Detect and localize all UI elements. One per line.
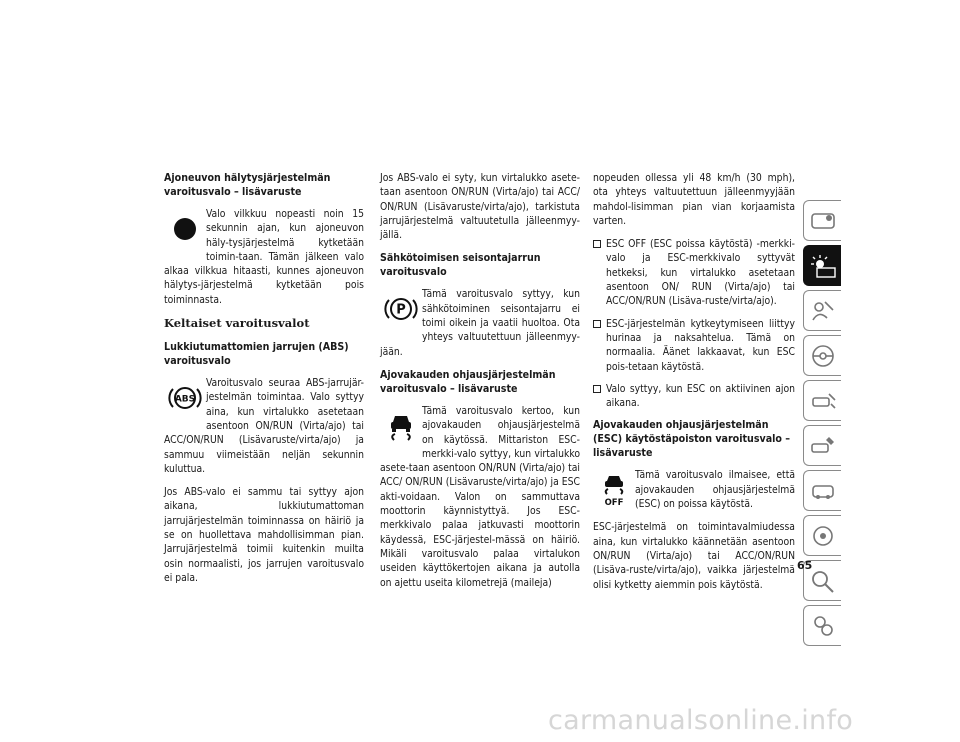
paragraph-epb: Tämä varoitusvalo syttyy, kun sähkötoiminen seisontajarru ei toimi oikein ja vaatii huoltoa. Ota yhteys valtuutettuun jälleenmyy-jään. — [380, 288, 580, 358]
page-number: 65 — [797, 559, 813, 572]
esc-icon — [380, 404, 422, 448]
chapter-tabs — [803, 200, 841, 650]
svg-text:P: P — [396, 302, 406, 318]
heading-esc-off: Ajovakauden ohjausjärjestelmän (ESC) käytöstäpoiston varoitusvalo – lisävaruste — [593, 419, 791, 460]
paragraph-abs-1: Varoitusvalo seuraa ABS-jarrujär-jestelmän toimintaa. Valo syttyy aina, kun virtalukko asetetaan asentoon ON/RUN (Virta/ajo) tai ACC/ON/RUN (Lisävaruste/virta/ajo) ja sammuu viimeistään neljän sekunnin kuluttua. — [164, 377, 364, 475]
heading-alarm-light: Ajoneuvon hälytysjärjestelmän varoitusvalo – lisävaruste — [164, 172, 331, 198]
language-icon[interactable] — [803, 605, 841, 646]
wrench-car-icon[interactable] — [803, 470, 841, 511]
paragraph-alarm: Valo vilkkuu nopeasti noin 15 sekunnin ajan, kun ajoneuvon häly-tysjärjestelmä kytketään toimin-taan. Tämän jälkeen valo alkaa vilkkua hitaasti, kunnes ajoneuvon hälytys-järjestelmä kytketään pois toiminnasta. — [164, 208, 364, 306]
checkbox-bullet-icon — [593, 240, 601, 248]
heading-yellow-lights: Keltaiset varoitusvalot — [164, 316, 310, 331]
column-right — [593, 171, 795, 601]
checkbox-bullet-icon — [593, 320, 601, 328]
esc-off-icon — [593, 468, 635, 512]
paragraph-esc-off: Tämä varoitusvalo ilmaisee, että ajovakauden ohjausjärjestelmä (ESC) on poissa käytöstä. — [635, 469, 795, 511]
service-icon[interactable] — [803, 425, 841, 466]
dashboard-light-icon[interactable] — [803, 245, 841, 286]
crash-icon[interactable] — [803, 380, 841, 421]
steering-wheel-icon[interactable] — [803, 335, 841, 376]
column-middle — [380, 171, 580, 599]
svg-text:ABS: ABS — [174, 394, 196, 405]
safety-icon[interactable] — [803, 290, 841, 331]
column-left — [164, 171, 364, 594]
car-info-icon[interactable] — [803, 200, 841, 241]
heading-esc: Ajovakauden ohjausjärjestelmän varoitusvalo – lisävaruste — [380, 368, 556, 395]
svg-text:OFF: OFF — [604, 498, 624, 509]
list-item: Valo syttyy, kun ESC on aktiivinen ajon aikana. — [593, 382, 795, 411]
paragraph-abs-3: Jos ABS-valo ei syty, kun virtalukko asete-taan asentoon ON/RUN (Virta/ajo) tai ACC/ ON/RUN (Lisävaruste/virta/ajo), tarkistuta jarrujärjestelmä valtuutetulla jälleenmyy-jällä. — [380, 172, 580, 242]
media-icon[interactable] — [803, 515, 841, 556]
list-item: ESC OFF (ESC poissa käytöstä) -merkki-valo ja ESC-merkkivalo syttyvät hetkeksi, kun virtalukko asetetaan asentoon ON/ RUN (Virta/ajo) tai ACC/ON/RUN (Lisäva-ruste/virta/ajo). — [593, 237, 795, 308]
checkbox-bullet-icon — [593, 385, 601, 393]
alarm-light-icon — [164, 207, 206, 251]
heading-abs: Lukkiutumattomien jarrujen (ABS) varoitusvalo — [164, 341, 349, 368]
watermark: carmanualsonline.info — [548, 705, 854, 736]
paragraph-esc: Tämä varoitusvalo kertoo, kun ajovakauden ohjausjärjestelmä on käytössä. Mittariston ESC-merkki-valo syttyy, kun virtalukko asete-taan asentoon ON/RUN (Virta/ajo) tai ACC/ ON/RUN (Lisävaruste/virta/ajo) ja ESC akti-voidaan. Valon on sammuttava moottorin käynnistyttyä. Jos ESC-merkkivalo palaa jatkuvasti moottorin käydessä, ESC-järjestel-mässä on häiriö. Mikäli varoitusvalo palaa virtalukon useiden käyttökertojen aikana ja autolla on ajettu useita kilometrejä (maileja) — [380, 404, 580, 589]
paragraph-abs-2: Jos ABS-valo ei sammu tai syttyy ajon aikana, lukkiutumattoman jarrujärjestelmän toiminnassa on häiriö ja se on huollettava mahdollisimman pian. Jarrujärjestelmä toimii kuitenkin muilta osin normaalisti, jos jarrujen varoitusvalo ei pala. — [164, 486, 364, 584]
parking-brake-icon — [380, 287, 422, 331]
paragraph-esc-off-2: ESC-järjestelmä on toimintavalmiudessa aina, kun virtalukko käännetään asentoon ON/RUN (Virta/ajo) tai ACC/ON/RUN (Lisäva-ruste/virta/ajo), vaikka järjestelmä olisi kytketty aiemmin pois käytöstä. — [593, 521, 795, 591]
paragraph-continued: nopeuden ollessa yli 48 km/h (30 mph), ota yhteys valtuutettuun jälleenmyyjään mahdol-lisimman pian vian korjaamista varten. — [593, 172, 795, 227]
heading-epb: Sähkötoimisen seisontajarrun varoitusvalo — [380, 252, 541, 279]
abs-icon — [164, 376, 206, 420]
list-item: ESC-järjestelmän kytkeytymiseen liittyy hurinaa ja naksahtelua. Tämä on normaalia. Äänet lakkaavat, kun ESC pois-tetaan käytöstä. — [593, 317, 795, 374]
